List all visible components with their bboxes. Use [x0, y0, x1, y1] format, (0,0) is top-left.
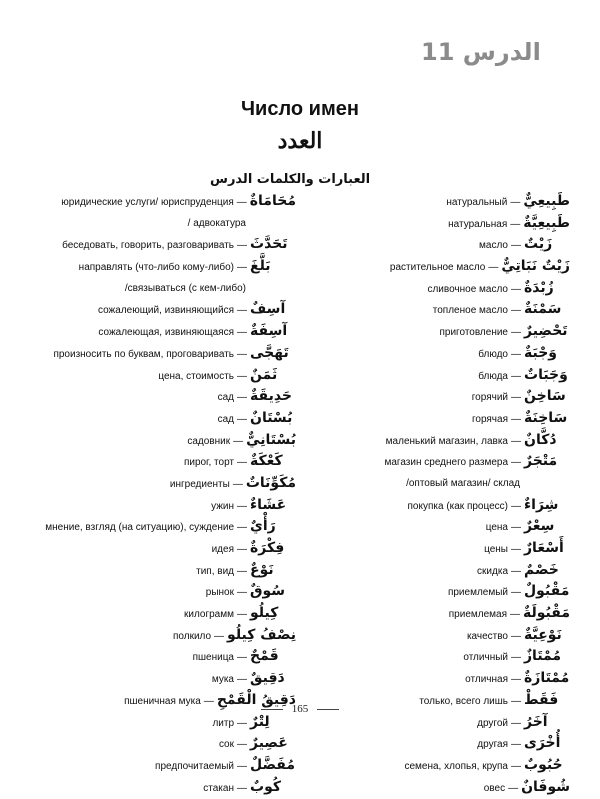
arabic-word: حُبُوبٌ: [524, 756, 563, 773]
separator-dash: —: [511, 283, 521, 295]
russian-translation: сожалеющий, извиняющийся: [98, 305, 234, 317]
separator-dash: —: [508, 782, 519, 794]
separator-dash: —: [237, 760, 247, 772]
arabic-word: فَقَطْ: [524, 691, 559, 708]
separator-dash: —: [237, 305, 247, 317]
arabic-word: زَيْتٌ: [524, 236, 553, 253]
separator-dash: —: [511, 674, 521, 686]
topic-title-russian: Число имен: [241, 98, 359, 120]
arabic-word: نِصْفُ كِيلُو: [227, 626, 296, 643]
vocab-entry: [38, 777, 296, 799]
arabic-word: دَقِيقُ الْقَمْحِ: [216, 691, 296, 708]
separator-dash: —: [237, 348, 247, 360]
arabic-word: بُسْتَانِيٌّ: [246, 431, 296, 448]
russian-translation: семена, хлопья, крупа: [404, 760, 508, 772]
separator-dash: —: [237, 240, 247, 252]
arabic-word: حَدِيقَةٌ: [250, 388, 292, 405]
vocab-entry: [38, 213, 296, 235]
russian-translation: /оптовый магазин/ склад: [406, 477, 520, 489]
arabic-word: تَحَدَّثَ: [250, 236, 288, 253]
russian-translation: предпочитаемый: [155, 760, 234, 772]
separator-dash: —: [237, 717, 247, 729]
vocab-entry: [38, 668, 296, 690]
arabic-word: نَوْعٌ: [250, 561, 274, 578]
vocab-entry: [38, 473, 296, 495]
separator-dash: —: [511, 717, 521, 729]
arabic-word: رَأْيٌ: [250, 518, 276, 535]
russian-translation: цена: [485, 522, 508, 534]
arabic-word: تَحْضِيرٌ: [524, 323, 568, 340]
separator-dash: —: [237, 392, 247, 404]
vocab-entry: [38, 560, 296, 582]
russian-translation: натуральный: [446, 197, 508, 208]
russian-translation: магазин среднего размера: [384, 457, 508, 469]
arabic-word: مَقْبُولٌ: [524, 583, 570, 600]
russian-translation: беседовать, говорить, разговаривать: [62, 240, 234, 252]
arabic-word: دُكَّانٌ: [524, 431, 557, 448]
arabic-word: مُمْتَازَةٌ: [524, 670, 570, 687]
separator-dash: —: [233, 435, 244, 447]
russian-translation: качество: [466, 630, 508, 642]
separator-dash: —: [237, 262, 247, 274]
vocab-entry: [300, 321, 570, 343]
arabic-word: أَسْعَارٌ: [524, 540, 564, 556]
russian-translation: сливочное масло: [427, 283, 508, 295]
vocab-entry: [300, 386, 570, 408]
arabic-word: عَشَاءٌ: [250, 496, 287, 513]
vocab-entry: [300, 365, 570, 387]
vocab-entry: [300, 213, 570, 235]
russian-translation: цены: [484, 544, 508, 555]
vocab-entry: [38, 755, 296, 777]
vocab-entry: [300, 343, 570, 365]
vocab-entry: [38, 581, 296, 603]
arabic-word: طَبِيعِيٌّ: [523, 193, 570, 209]
separator-dash: —: [237, 565, 247, 577]
arabic-word: وَجَبَاتٌ: [524, 366, 568, 383]
russian-translation: направлять (что-либо кому-либо): [78, 262, 234, 274]
arabic-word: وَجْبَةٌ: [524, 344, 557, 361]
arabic-word: شُوفَانٌ: [521, 778, 570, 795]
vocab-entry: [38, 343, 296, 365]
russian-translation: стакан: [203, 782, 234, 794]
russian-translation: приемлемый: [447, 587, 508, 599]
vocab-entry: [38, 625, 296, 647]
russian-translation: растительное масло: [389, 262, 486, 274]
separator-dash: —: [511, 544, 521, 555]
vocab-entry: [38, 191, 296, 213]
vocab-entry: [300, 625, 570, 647]
arabic-word: مُفَضَّلٌ: [250, 756, 296, 773]
arabic-word: قَمْحٌ: [250, 648, 279, 665]
arabic-word: عَصِيرٌ: [250, 735, 288, 752]
russian-translation: сожалеющая, извиняющаяся: [98, 327, 234, 339]
russian-translation: блюда: [478, 370, 508, 382]
separator-dash: —: [511, 348, 521, 360]
russian-translation: идея: [211, 544, 234, 555]
topic-title-arabic: العدد: [277, 128, 323, 154]
vocab-entry: [300, 668, 570, 690]
arabic-word: لِتْرٌ: [250, 713, 270, 730]
arabic-word: مُحَامَاةٌ: [249, 193, 296, 209]
vocab-entry: [300, 430, 570, 452]
separator-dash: —: [511, 500, 521, 512]
vocab-entry: [38, 495, 296, 517]
lesson-number-heading: الدرس 11: [421, 38, 541, 66]
russian-translation: полкило: [172, 630, 212, 642]
vocab-entry: [38, 234, 296, 256]
russian-translation: литр: [212, 717, 234, 729]
vocab-entry: [38, 408, 296, 430]
arabic-word: تَهَجَّى: [250, 344, 289, 361]
vocab-entry: [38, 516, 296, 538]
arabic-word: كُوبٌ: [250, 778, 281, 795]
separator-dash: —: [511, 240, 521, 252]
arabic-word: بَلَّغَ: [250, 258, 271, 275]
footer-rule-right: [317, 709, 339, 710]
russian-translation: только, всего лишь: [419, 695, 508, 707]
russian-translation: овес: [483, 782, 506, 794]
russian-translation: другая: [477, 739, 508, 751]
separator-dash: —: [237, 413, 247, 425]
russian-translation: тип, вид: [196, 565, 234, 577]
separator-dash: —: [511, 392, 521, 404]
vocab-entry: [300, 646, 570, 668]
russian-translation: маленький магазин, лавка: [385, 435, 508, 447]
arabic-word: آسِفَةٌ: [250, 323, 288, 340]
vocab-entry: [300, 538, 570, 560]
vocab-entry: [38, 430, 296, 452]
vocab-entry: [300, 581, 570, 603]
russian-translation: приготовление: [439, 327, 508, 339]
vocab-entry: [38, 451, 296, 473]
arabic-word: ثَمَنٌ: [250, 366, 278, 383]
russian-translation: сад: [217, 413, 234, 425]
vocab-entry: [38, 365, 296, 387]
separator-dash: —: [236, 197, 247, 208]
russian-translation: скидка: [477, 565, 508, 577]
arabic-word: فِكْرَةٌ: [250, 540, 285, 556]
separator-dash: —: [237, 327, 247, 339]
arabic-word: سَاخِنٌ: [524, 388, 566, 405]
arabic-word: مُمْتَازٌ: [524, 648, 562, 665]
vocab-entry: [300, 516, 570, 538]
separator-dash: —: [237, 457, 247, 469]
separator-dash: —: [203, 695, 214, 707]
vocab-entry: [38, 538, 296, 560]
vocabulary-subheading: العبارات والكلمات الدرس: [210, 172, 371, 187]
separator-dash: —: [511, 630, 521, 642]
separator-dash: —: [237, 609, 247, 621]
russian-translation: блюдо: [478, 348, 508, 360]
russian-translation: пшеничная мука: [124, 695, 201, 707]
russian-translation: сок: [218, 739, 234, 751]
russian-translation: натуральная: [448, 218, 508, 230]
separator-dash: —: [237, 739, 247, 751]
vocab-entry: [300, 191, 570, 213]
arabic-word: طَبِيعِيَّةٌ: [523, 214, 570, 231]
arabic-word: مَقْبُولَةٌ: [523, 605, 570, 622]
separator-dash: —: [237, 674, 247, 686]
separator-dash: —: [510, 218, 521, 230]
russian-translation: покупка (как процесс): [407, 500, 508, 512]
arabic-word: زَيْتٌ نَبَاتِيٌّ: [501, 258, 570, 275]
arabic-word: مَتْجَرٌ: [524, 453, 558, 470]
arabic-word: سِعْرٌ: [524, 518, 555, 535]
page-footer: [0, 703, 600, 715]
separator-dash: —: [511, 652, 521, 664]
separator-dash: —: [237, 782, 247, 794]
russian-translation: топленое масло: [432, 305, 508, 317]
vocab-entry: [300, 733, 570, 755]
vocab-entry: [38, 299, 296, 321]
russian-translation: мнение, взгляд (на ситуацию), суждение: [45, 522, 234, 534]
vocab-entry: [300, 278, 570, 300]
arabic-word: أُخْرَى: [524, 735, 561, 752]
vocab-entry: [300, 603, 570, 625]
arabic-word: دَقِيقٌ: [250, 670, 285, 687]
arabic-word: كِيلُو: [250, 605, 279, 622]
russian-translation: мука: [211, 674, 234, 686]
russian-translation: отличная: [465, 674, 508, 686]
separator-dash: —: [511, 587, 521, 599]
separator-dash: —: [511, 327, 521, 339]
vocab-entry: [300, 560, 570, 582]
vocab-entry: [38, 278, 296, 300]
separator-dash: —: [237, 370, 247, 382]
russian-translation: отличный: [463, 652, 508, 664]
separator-dash: —: [237, 500, 247, 512]
vocab-entry: [300, 234, 570, 256]
russian-translation: /связываться (с кем-либо): [124, 282, 246, 294]
separator-dash: —: [237, 587, 247, 599]
separator-dash: —: [511, 370, 521, 382]
vocab-entry: [300, 299, 570, 321]
separator-dash: —: [510, 609, 521, 621]
russian-translation: произносить по буквам, проговаривать: [53, 348, 234, 360]
arabic-word: كَعْكَةٌ: [250, 453, 283, 470]
russian-translation: ингредиенты: [169, 478, 230, 490]
russian-translation: / адвокатура: [187, 217, 246, 229]
russian-translation: пирог, торт: [183, 457, 234, 469]
separator-dash: —: [232, 478, 243, 490]
vocab-entry: [300, 777, 570, 799]
separator-dash: —: [510, 197, 521, 208]
russian-translation: юридические услуги/ юриспруденция: [61, 197, 234, 208]
vocab-entry: [38, 603, 296, 625]
vocab-entry: [300, 755, 570, 777]
russian-translation: горячая: [471, 413, 508, 425]
vocab-entry: [38, 256, 296, 278]
russian-translation: килограмм: [184, 609, 234, 621]
vocab-entry: [300, 256, 570, 278]
arabic-word: سَمْنَةٌ: [524, 301, 562, 318]
arabic-word: آسِفٌ: [250, 301, 286, 318]
arabic-word: سُوقٌ: [250, 583, 286, 600]
separator-dash: —: [237, 652, 247, 664]
vocab-entry: [38, 386, 296, 408]
russian-translation: садовник: [187, 435, 231, 447]
russian-translation: цена, стоимость: [158, 370, 234, 382]
separator-dash: —: [511, 413, 521, 425]
separator-dash: —: [511, 695, 521, 707]
russian-translation: приемлемая: [448, 609, 508, 621]
separator-dash: —: [511, 522, 521, 534]
footer-rule-left: [261, 709, 283, 710]
arabic-word: مُكَوِّنَاتٌ: [245, 474, 296, 491]
arabic-word: سَاخِنَةٌ: [524, 409, 568, 426]
separator-dash: —: [511, 305, 521, 317]
arabic-word: نَوْعِيَّةٌ: [524, 626, 562, 643]
arabic-word: خَصْمٌ: [524, 561, 559, 578]
separator-dash: —: [214, 630, 225, 642]
russian-translation: масло: [479, 240, 508, 252]
vocab-entry: [38, 733, 296, 755]
vocab-entry: [38, 321, 296, 343]
russian-translation: пшеница: [192, 652, 234, 664]
vocab-entry: [300, 473, 570, 495]
russian-translation: ужин: [211, 500, 234, 512]
russian-translation: другой: [477, 717, 508, 729]
vocab-entry: [300, 451, 570, 473]
russian-translation: рынок: [205, 587, 234, 599]
arabic-word: شِرَاءٌ: [524, 496, 559, 513]
separator-dash: —: [237, 544, 247, 555]
separator-dash: —: [511, 739, 521, 751]
separator-dash: —: [488, 262, 499, 274]
arabic-word: زُبْدَةٌ: [524, 279, 554, 296]
separator-dash: —: [237, 522, 247, 534]
vocab-entry: [38, 646, 296, 668]
separator-dash: —: [511, 565, 521, 577]
russian-translation: сад: [217, 392, 234, 404]
arabic-word: آخَرُ: [524, 713, 548, 730]
vocab-entry: [300, 495, 570, 517]
separator-dash: —: [511, 457, 521, 469]
russian-translation: горячий: [471, 392, 508, 404]
vocab-entry: [300, 408, 570, 430]
separator-dash: —: [511, 760, 521, 772]
arabic-word: بُسْتَانٌ: [250, 409, 293, 426]
page-number: 165: [291, 703, 309, 715]
separator-dash: —: [511, 435, 521, 447]
